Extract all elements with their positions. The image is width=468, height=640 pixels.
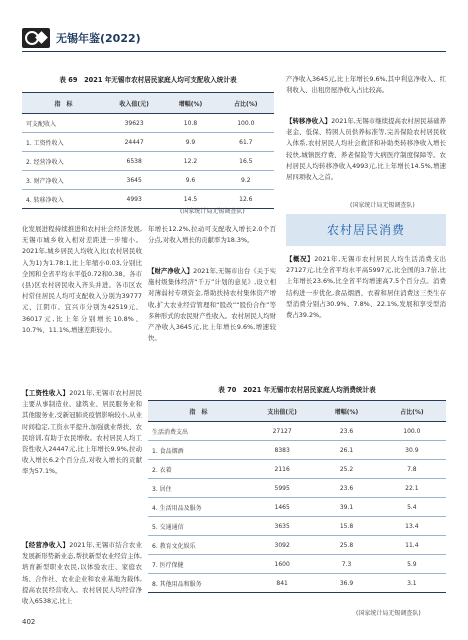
table-cell: 100.0	[378, 422, 446, 441]
table-cell: 22.1	[378, 479, 446, 498]
column-header: 支出值(元)	[249, 401, 315, 422]
table-cell: 5.9	[378, 555, 446, 574]
table-row	[148, 479, 446, 498]
column-header: 增幅(%)	[315, 401, 377, 422]
table-cell: 3.1	[378, 574, 446, 593]
column-header: 收入值(元)	[105, 93, 163, 114]
yearbook-logo	[22, 28, 50, 48]
table-cell: 7.3	[315, 555, 377, 574]
table-cell: 5. 交通通信	[148, 517, 249, 536]
table-cell: 3635	[249, 517, 315, 536]
table-70-caption: 表 70 2021 年无锡市农村居民家庭人均消费统计表	[218, 386, 376, 394]
table-cell: 2. 经营净收入	[22, 152, 105, 171]
table-cell: 25.8	[315, 536, 377, 555]
paragraph-transfer-income: 【转移净收入】2021年,无锡市继续提高农村居民基础养老金、低保、特困人员供养标准等,完善保险农村居民收入体系,农村居民人均社会救济和补助类转移净收入增长较快,城镇医疗费、养老保险等大病医疗制度保障等。农村居民人均转移净收入4993元,比上年增长14.5%,增速居四项收入之首。	[286, 117, 447, 182]
table-69	[22, 92, 274, 209]
table-row	[148, 498, 446, 517]
table-cell: 39.1	[315, 498, 377, 517]
table-cell: 1. 食品烟酒	[148, 441, 249, 460]
table-cell: 841	[249, 574, 315, 593]
table-cell: 4993	[105, 190, 163, 209]
table-cell: 100.0	[218, 114, 274, 133]
column-header: 指 标	[148, 401, 249, 422]
paragraph-business-income: 【经营净收入】2021年,无锡市结合农业发展新形势新业态,帮扶新型农业经营主体,培育新型职业农民,以体验农庄、家庭农场、合作社、农业企业和农业基地为载体,提高农民经营收入。农村居民人均经营净收入6538元,比上	[22, 541, 143, 606]
table-cell: 6. 教育文化娱乐	[148, 536, 249, 555]
table-cell: 16.5	[218, 152, 274, 171]
table-cell: 4. 转移净收入	[22, 190, 105, 209]
table-row	[148, 460, 446, 479]
table-cell: 23.6	[315, 479, 377, 498]
table-header-row	[22, 93, 274, 114]
table-cell: 23.6	[315, 422, 377, 441]
table-cell: 11.4	[378, 536, 446, 555]
column-header: 占比(%)	[218, 93, 274, 114]
paragraph-consumption-overview: 【概况】2021年,无锡市农村居民人均生活消费支出27127元,比全省平均水平高5997元,比全国的3.7倍,比上年增长23.6%,比全省平均增速高7.5个百分点。消费结构进一步优化,食品烟酒、衣着和居住消费这三类生存型消费分别占30.9%、7.8%、22.1%,发展和享受型消费占39.2%。	[286, 255, 447, 320]
table-cell: 36.9	[315, 574, 377, 593]
section-head: 【工资性收入】	[22, 389, 70, 397]
table-cell: 13.4	[378, 517, 446, 536]
column-header: 增幅(%)	[163, 93, 217, 114]
table-cell: 39623	[105, 114, 163, 133]
page-number: 402	[22, 618, 36, 626]
table-cell: 3092	[249, 536, 315, 555]
paragraph-property-cont: 产净收入3645元,比上年增长9.6%,其中利息净收入、红利收入、出租房屋净收入占比较高。	[286, 75, 446, 95]
section-head: 【财产净收入】	[148, 267, 194, 275]
table-cell: 9.6	[163, 171, 217, 190]
table-row	[148, 574, 446, 593]
table-cell: 7. 医疗保健	[148, 555, 249, 574]
table-cell: 25.2	[315, 460, 377, 479]
table-cell: 4. 生活用品及服务	[148, 498, 249, 517]
table-header-row	[148, 401, 446, 422]
table-cell: 2. 衣着	[148, 460, 249, 479]
section-head: 【经营净收入】	[22, 541, 70, 549]
table-cell: 1600	[249, 555, 315, 574]
table-cell: 3. 居住	[148, 479, 249, 498]
page-header	[22, 28, 446, 50]
table-row	[148, 536, 446, 555]
table-cell: 1. 工资性收入	[22, 133, 105, 152]
table-cell: 26.1	[315, 441, 377, 460]
table-70	[148, 400, 446, 593]
column-header: 占比(%)	[378, 401, 446, 422]
table-row	[148, 422, 446, 441]
table-cell: 1465	[249, 498, 315, 517]
paragraph-property-income: 【财产净收入】2021年,无锡市出台《关于实施村级集体经济“千万”计划的意见》,设立相对薄弱村专项资金,帮助扶持农村集体资产增收,扩大农业经营管理和“股改”“股份合作”等多种形式的农民财产性收入。农村居民人均财产净收入3645元,比上年增长9.6%,增速较快。	[148, 267, 277, 343]
table-cell: 6538	[105, 152, 163, 171]
table-cell: 12.6	[218, 190, 274, 209]
table-cell: 5995	[249, 479, 315, 498]
table-cell: 7.8	[378, 460, 446, 479]
table-cell: 8383	[249, 441, 315, 460]
paragraph-wage-income: 【工资性收入】2021年,无锡市农村居民主要从事制造业、建筑业、居民服务业和其他服务业,受新冠肺炎疫情影响较小,从业时间稳定,工资水平提升,加强就业帮扶、农民培训,有助于农民增收。农村居民人均工资性收入24447元,比上年增长9.9%,拉动收入增长6.2个百分点,对收入增长的贡献率为57.1%。	[22, 389, 143, 476]
table-cell: 3645	[105, 171, 163, 190]
paragraph-urban-rural: 化发展进程持续推进和农村社会经济发展,无锡市城乡收入相对差距进一步缩小。2021年,城乡居民人均收入比(农村居民收入为1)为1.78:1,比上年缩小0.03,分别比全国和全省平均水平低0.72和0.38。各市(县)区农村居民收入齐头并进。各市区农村常住居民人均可支配收入分别为39777元、江阴市、宜兴市分别为42519元、36017元,比上年分别增长10.8%、10.7%、11.1%,增速差距较小。	[22, 225, 142, 334]
table-row	[148, 517, 446, 536]
table-cell: 2116	[249, 460, 315, 479]
table-cell: 61.7	[218, 133, 274, 152]
table-cell: 24447	[105, 133, 163, 152]
table-cell: 27127	[249, 422, 315, 441]
table-row	[148, 555, 446, 574]
paragraph-business-cont: 年增长12.2%,拉动可支配收入增长2.0个百分点,对收入增长的贡献率为18.3%。	[148, 225, 276, 245]
table-cell: 9.2	[218, 171, 274, 190]
table-row	[148, 441, 446, 460]
table-cell: 10.8	[163, 114, 217, 133]
table-row	[22, 133, 274, 152]
table-cell: 15.8	[315, 517, 377, 536]
table-cell: 生活消费支出	[148, 422, 249, 441]
transfer-source: (国家统计局无锡调查队)	[350, 202, 415, 209]
table-row	[22, 152, 274, 171]
table-row	[22, 171, 274, 190]
section-head: 【转移净收入】	[286, 117, 332, 125]
table-cell: 3. 财产净收入	[22, 171, 105, 190]
table-cell: 14.5	[163, 190, 217, 209]
column-header: 指 标	[22, 93, 105, 114]
table-row	[22, 114, 274, 133]
yearbook-title: 无锡年鉴(2022)	[56, 32, 141, 45]
table-cell: 5.4	[378, 498, 446, 517]
table-69-source: (国家统计局无锡调查队)	[180, 208, 245, 215]
header-divider	[22, 51, 446, 52]
table-70-source: (国家统计局无锡调查队)	[356, 610, 421, 617]
table-cell: 可支配收入	[22, 114, 105, 133]
table-cell: 8. 其他用品和服务	[148, 574, 249, 593]
table-cell: 9.9	[163, 133, 217, 152]
table-cell: 30.9	[378, 441, 446, 460]
table-69-caption: 表 69 2021 年无锡市农村居民家庭人均可支配收入统计表	[59, 76, 237, 84]
section-title: 农村居民消费	[326, 223, 405, 237]
section-head: 【概况】	[286, 255, 315, 263]
table-cell: 12.2	[163, 152, 217, 171]
